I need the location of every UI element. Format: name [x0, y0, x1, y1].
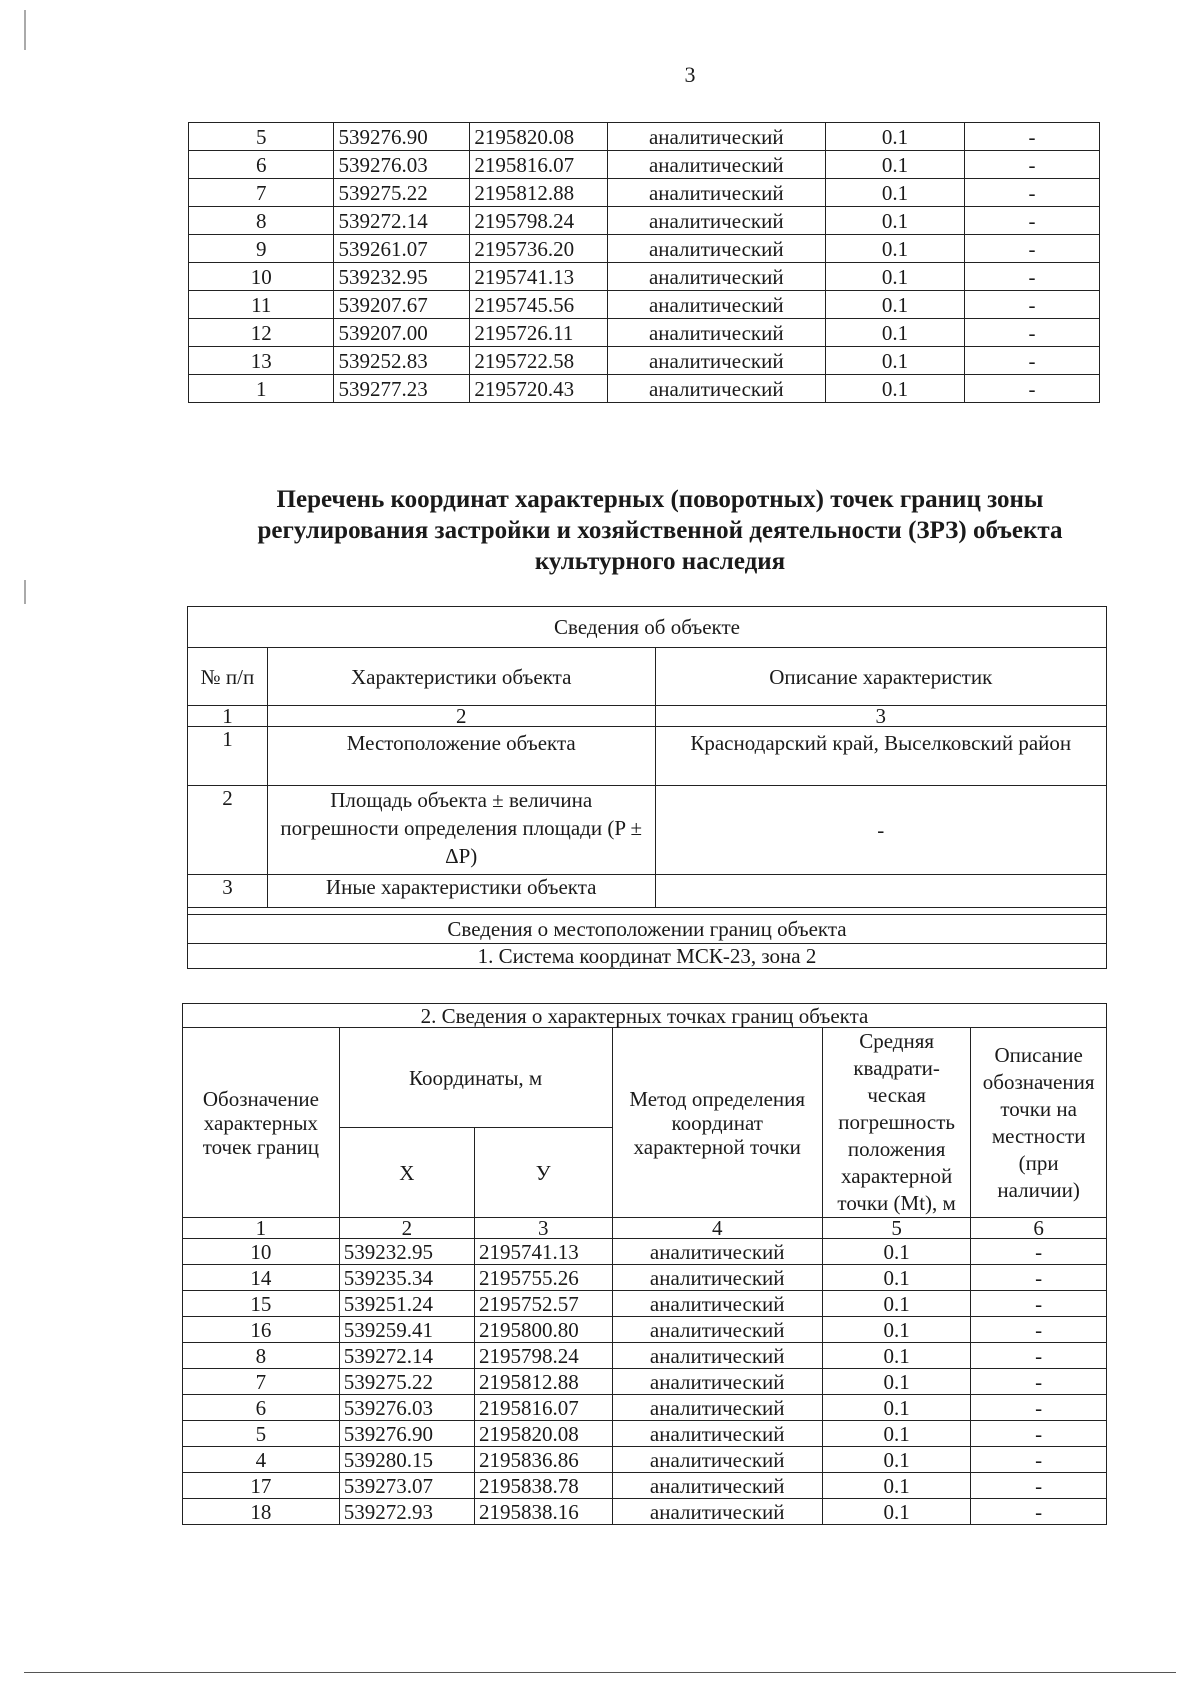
- description: -: [971, 1447, 1107, 1473]
- table-row: [189, 235, 1100, 263]
- error: 0.1: [825, 319, 964, 347]
- index-cell: 2: [339, 1218, 474, 1239]
- coord-y: 2195816.07: [474, 1395, 612, 1421]
- error: 0.1: [822, 1343, 970, 1369]
- index-cell: 1: [183, 1218, 340, 1239]
- boundary-points-body: [183, 1239, 1107, 1525]
- point-number: 14: [183, 1265, 340, 1291]
- method: аналитический: [607, 123, 825, 151]
- method: аналитический: [612, 1265, 822, 1291]
- index-cell: 6: [971, 1218, 1107, 1239]
- header-method: Метод определения координат характерной точки: [612, 1028, 822, 1218]
- coord-x: 539259.41: [339, 1317, 474, 1343]
- coord-y: 2195752.57: [474, 1291, 612, 1317]
- row-characteristic: Местоположение объекта: [267, 727, 655, 786]
- point-number: 8: [183, 1343, 340, 1369]
- method: аналитический: [612, 1369, 822, 1395]
- top-coordinates-table: [188, 122, 1100, 403]
- method: аналитический: [612, 1291, 822, 1317]
- row-characteristic: Площадь объекта ± величина погрешности определения площади (P ± ΔP): [267, 786, 655, 875]
- header-coordinates: Координаты, м: [339, 1028, 612, 1128]
- coord-y: 2195820.08: [474, 1421, 612, 1447]
- coord-y: 2195838.78: [474, 1473, 612, 1499]
- description: -: [965, 319, 1100, 347]
- error: 0.1: [825, 347, 964, 375]
- col-header-number: № п/п: [188, 648, 268, 706]
- coord-x: 539272.14: [334, 207, 470, 235]
- spacer-row: [188, 908, 1107, 915]
- point-number: 5: [183, 1421, 340, 1447]
- coord-y: 2195726.11: [470, 319, 607, 347]
- description: -: [965, 291, 1100, 319]
- coord-x: 539261.07: [334, 235, 470, 263]
- description: -: [965, 151, 1100, 179]
- description: -: [971, 1395, 1107, 1421]
- coord-y: 2195798.24: [474, 1343, 612, 1369]
- coord-x: 539277.23: [334, 375, 470, 403]
- table-row: [183, 1239, 1107, 1265]
- coord-x: 539276.03: [339, 1395, 474, 1421]
- point-number: 9: [189, 235, 334, 263]
- table-row: [183, 1343, 1107, 1369]
- coord-x: 539275.22: [334, 179, 470, 207]
- coord-x: 539207.67: [334, 291, 470, 319]
- coord-x: 539235.34: [339, 1265, 474, 1291]
- table-row: [189, 319, 1100, 347]
- coord-y: 2195838.16: [474, 1499, 612, 1525]
- description: -: [971, 1317, 1107, 1343]
- description: -: [971, 1291, 1107, 1317]
- error: 0.1: [822, 1239, 970, 1265]
- page-number: 3: [684, 62, 696, 87]
- error: 0.1: [822, 1447, 970, 1473]
- header-description: Описание обозначения точки на местности (при наличии): [971, 1028, 1107, 1218]
- method: аналитический: [612, 1343, 822, 1369]
- table-row: [183, 1291, 1107, 1317]
- object-info-title: Сведения об объекте: [188, 607, 1107, 648]
- table-row: [189, 151, 1100, 179]
- point-number: 12: [189, 319, 334, 347]
- description: -: [971, 1421, 1107, 1447]
- coord-x: 539276.03: [334, 151, 470, 179]
- top-coordinates-body: [189, 123, 1100, 403]
- method: аналитический: [607, 347, 825, 375]
- index-row: [183, 1218, 1107, 1239]
- table-row: [183, 1265, 1107, 1291]
- heading-line-2: регулирования застройки и хозяйственной деятельности (ЗРЗ) объекта: [257, 517, 1063, 544]
- error: 0.1: [825, 207, 964, 235]
- coord-y: 2195720.43: [470, 375, 607, 403]
- point-number: 13: [189, 347, 334, 375]
- points-title: 2. Сведения о характерных точках границ объекта: [183, 1004, 1107, 1028]
- table-row: [183, 1499, 1107, 1525]
- row-description: [655, 875, 1106, 908]
- coord-y: 2195755.26: [474, 1265, 612, 1291]
- point-number: 6: [183, 1395, 340, 1421]
- method: аналитический: [607, 263, 825, 291]
- coord-x: 539272.93: [339, 1499, 474, 1525]
- heading-line-1: Перечень координат характерных (поворотных) точек границ зоны: [276, 486, 1044, 513]
- coord-x: 539251.24: [339, 1291, 474, 1317]
- coord-y: 2195836.86: [474, 1447, 612, 1473]
- point-number: 5: [189, 123, 334, 151]
- coord-y: 2195722.58: [470, 347, 607, 375]
- table-row: [189, 291, 1100, 319]
- method: аналитический: [612, 1473, 822, 1499]
- table-row: [183, 1473, 1107, 1499]
- header-error: Средняя квадрати-ческая погрешность положения характерной точки (Mt), м: [822, 1028, 970, 1218]
- method: аналитический: [612, 1447, 822, 1473]
- description: -: [965, 375, 1100, 403]
- table-row: [189, 263, 1100, 291]
- coord-x: 539272.14: [339, 1343, 474, 1369]
- point-number: 10: [189, 263, 334, 291]
- bottom-rule: [24, 1672, 1176, 1673]
- index-cell: 3: [474, 1218, 612, 1239]
- description: -: [965, 235, 1100, 263]
- description: -: [965, 179, 1100, 207]
- method: аналитический: [607, 319, 825, 347]
- row-number: 1: [188, 727, 268, 786]
- section-heading: [180, 484, 1140, 577]
- coord-y: 2195741.13: [470, 263, 607, 291]
- error: 0.1: [825, 235, 964, 263]
- coord-y: 2195741.13: [474, 1239, 612, 1265]
- error: 0.1: [825, 151, 964, 179]
- description: -: [965, 263, 1100, 291]
- coord-y: 2195798.24: [470, 207, 607, 235]
- coord-y: 2195800.80: [474, 1317, 612, 1343]
- row-characteristic: Иные характеристики объекта: [267, 875, 655, 908]
- point-number: 16: [183, 1317, 340, 1343]
- description: -: [971, 1499, 1107, 1525]
- description: -: [971, 1343, 1107, 1369]
- error: 0.1: [825, 123, 964, 151]
- index-cell: 5: [822, 1218, 970, 1239]
- method: аналитический: [607, 375, 825, 403]
- index-cell: 4: [612, 1218, 822, 1239]
- header-y: У: [474, 1128, 612, 1218]
- index-cell: 3: [655, 706, 1106, 727]
- method: аналитический: [612, 1239, 822, 1265]
- coord-x: 539276.90: [339, 1421, 474, 1447]
- col-header-description: Описание характеристик: [655, 648, 1106, 706]
- table-row: [189, 375, 1100, 403]
- point-number: 17: [183, 1473, 340, 1499]
- table-row: [183, 1447, 1107, 1473]
- scan-margin-mark: [24, 580, 26, 604]
- object-info-table: [187, 606, 1107, 969]
- coord-x: 539280.15: [339, 1447, 474, 1473]
- row-description: Краснодарский край, Выселковский район: [655, 727, 1106, 786]
- point-number: 1: [189, 375, 334, 403]
- coord-x: 539276.90: [334, 123, 470, 151]
- point-number: 11: [189, 291, 334, 319]
- point-number: 7: [183, 1369, 340, 1395]
- description: -: [965, 207, 1100, 235]
- method: аналитический: [607, 291, 825, 319]
- table-row: [183, 1395, 1107, 1421]
- description: -: [965, 123, 1100, 151]
- coord-x: 539273.07: [339, 1473, 474, 1499]
- header-x: X: [339, 1128, 474, 1218]
- coord-x: 539207.00: [334, 319, 470, 347]
- method: аналитический: [607, 235, 825, 263]
- scan-margin-mark: [24, 10, 26, 50]
- coord-x: 539252.83: [334, 347, 470, 375]
- table-row: [189, 347, 1100, 375]
- error: 0.1: [822, 1395, 970, 1421]
- description: -: [971, 1239, 1107, 1265]
- error: 0.1: [822, 1317, 970, 1343]
- description: -: [971, 1265, 1107, 1291]
- method: аналитический: [612, 1499, 822, 1525]
- error: 0.1: [822, 1291, 970, 1317]
- point-number: 18: [183, 1499, 340, 1525]
- error: 0.1: [825, 179, 964, 207]
- error: 0.1: [822, 1473, 970, 1499]
- error: 0.1: [825, 375, 964, 403]
- index-cell: 2: [267, 706, 655, 727]
- row-description: -: [655, 786, 1106, 875]
- error: 0.1: [822, 1499, 970, 1525]
- coord-y: 2195745.56: [470, 291, 607, 319]
- boundary-points-table: [182, 1003, 1107, 1525]
- coord-y: 2195812.88: [474, 1369, 612, 1395]
- coord-y: 2195736.20: [470, 235, 607, 263]
- point-number: 8: [189, 207, 334, 235]
- coord-y: 2195812.88: [470, 179, 607, 207]
- description: -: [971, 1473, 1107, 1499]
- coord-x: 539232.95: [334, 263, 470, 291]
- point-number: 6: [189, 151, 334, 179]
- coord-y: 2195816.07: [470, 151, 607, 179]
- row-number: 2: [188, 786, 268, 875]
- header-designation: Обозначение характерных точек границ: [183, 1028, 340, 1218]
- table-row: [189, 207, 1100, 235]
- point-number: 15: [183, 1291, 340, 1317]
- description: -: [965, 347, 1100, 375]
- coordinate-system: 1. Система координат МСК-23, зона 2: [188, 944, 1107, 969]
- table-row: [189, 179, 1100, 207]
- method: аналитический: [607, 179, 825, 207]
- method: аналитический: [607, 207, 825, 235]
- coord-y: 2195820.08: [470, 123, 607, 151]
- heading-line-3: культурного наследия: [534, 548, 786, 575]
- row-number: 3: [188, 875, 268, 908]
- error: 0.1: [825, 263, 964, 291]
- description: -: [971, 1369, 1107, 1395]
- error: 0.1: [822, 1265, 970, 1291]
- point-number: 4: [183, 1447, 340, 1473]
- boundary-section-title: Сведения о местоположении границ объекта: [188, 915, 1107, 944]
- error: 0.1: [825, 291, 964, 319]
- point-number: 10: [183, 1239, 340, 1265]
- error: 0.1: [822, 1369, 970, 1395]
- method: аналитический: [607, 151, 825, 179]
- table-row: [183, 1369, 1107, 1395]
- index-cell: 1: [188, 706, 268, 727]
- table-row: [183, 1421, 1107, 1447]
- method: аналитический: [612, 1421, 822, 1447]
- method: аналитический: [612, 1395, 822, 1421]
- coord-x: 539232.95: [339, 1239, 474, 1265]
- error: 0.1: [822, 1421, 970, 1447]
- coord-x: 539275.22: [339, 1369, 474, 1395]
- col-header-characteristics: Характеристики объекта: [267, 648, 655, 706]
- table-row: [189, 123, 1100, 151]
- method: аналитический: [612, 1317, 822, 1343]
- table-row: [183, 1317, 1107, 1343]
- point-number: 7: [189, 179, 334, 207]
